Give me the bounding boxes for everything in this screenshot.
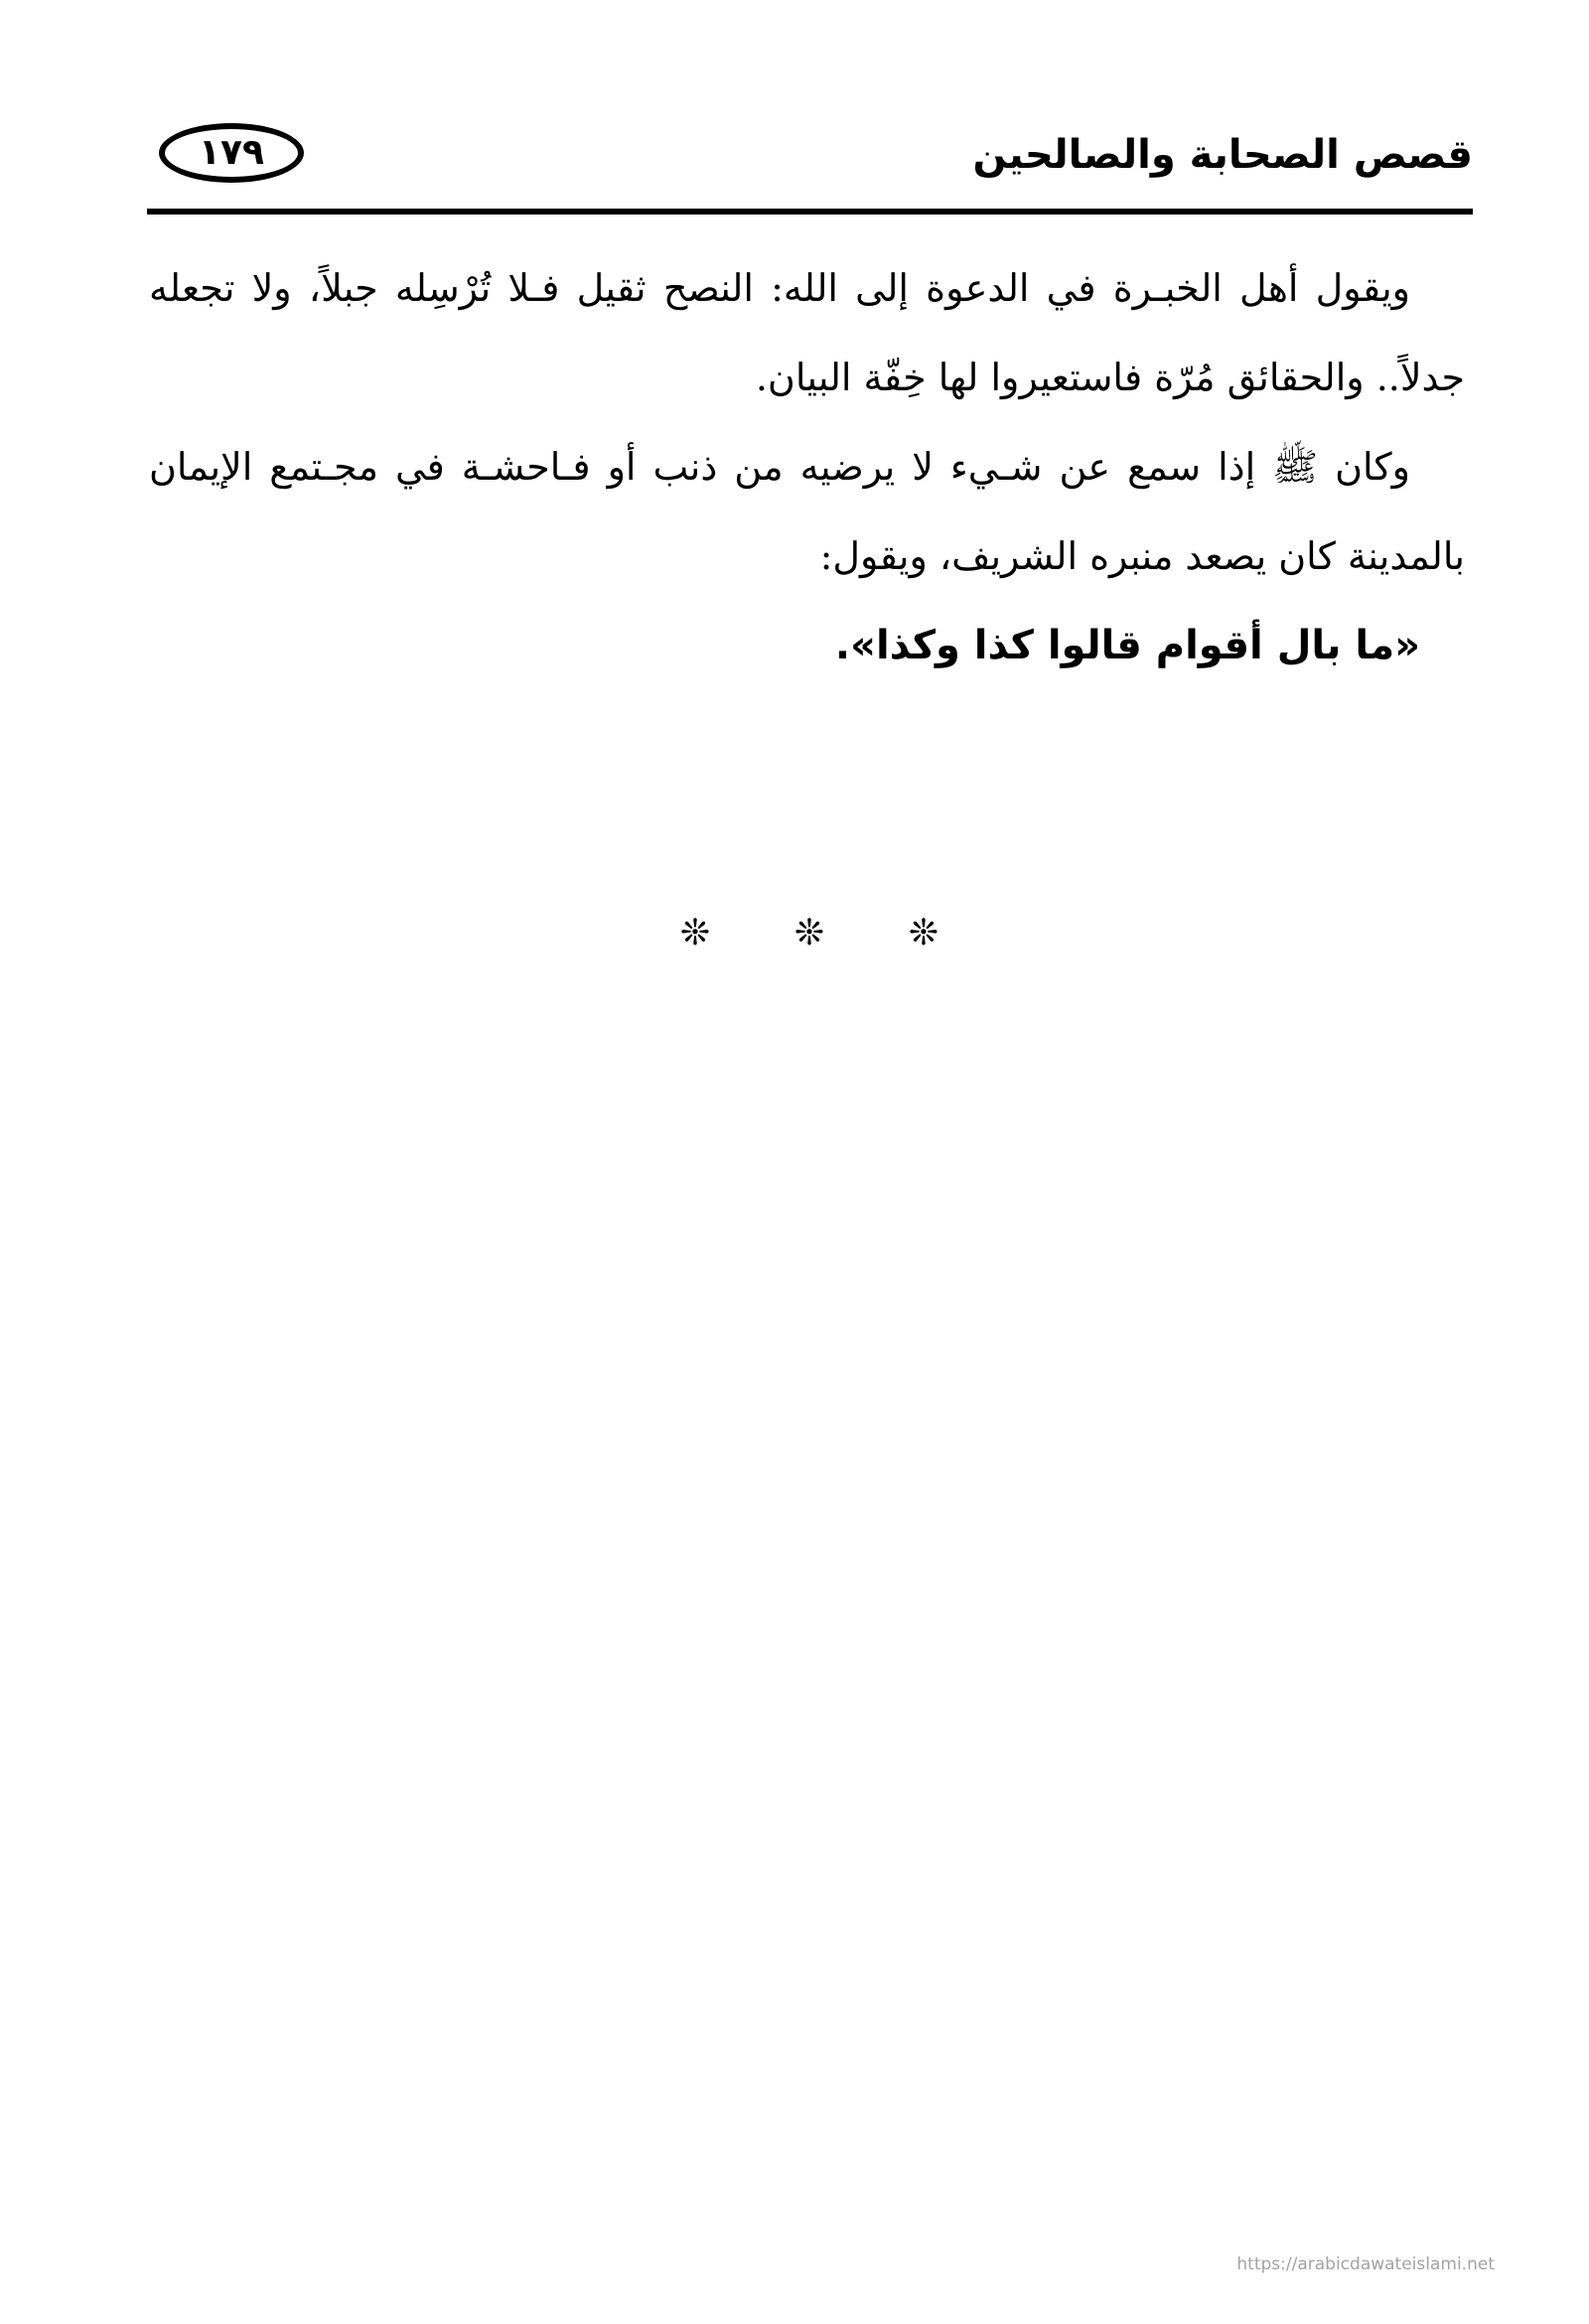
asterism-icon: ❊ [908,913,939,953]
paragraph: ويقول أهل الخبـرة في الدعوة إلى الله: النصح ثقيل فـلا تُرْسِله جبلاً، ولا تجعله جدلاً.. والحقائق مُرّة فاستعيروا لها خِفّة البيان. [149,266,1465,399]
page-number-badge [159,123,304,183]
page-header [147,117,1473,217]
section-divider [675,912,943,955]
header-rule [147,209,1473,215]
page-body [149,243,1465,690]
paragraph: وكان ﷺ إذا سمع عن شـيء لا يرضيه من ذنب أو فـاحشـة في مجـتمع الإيمان بالمدينة كان يصعد منبره الشريف، ويقول: [149,445,1465,578]
asterism-icon: ❊ [794,913,825,953]
watermark-url: https://arabicdawateislami.net [1236,2254,1495,2274]
running-title: قصص الصحابة والصالحين [972,132,1473,178]
hadith-quote: «ما بال أقوام قالوا كذا وكذا». [834,623,1420,668]
asterism-icon: ❊ [679,913,711,953]
page-number: ١٧٩ [199,132,264,173]
